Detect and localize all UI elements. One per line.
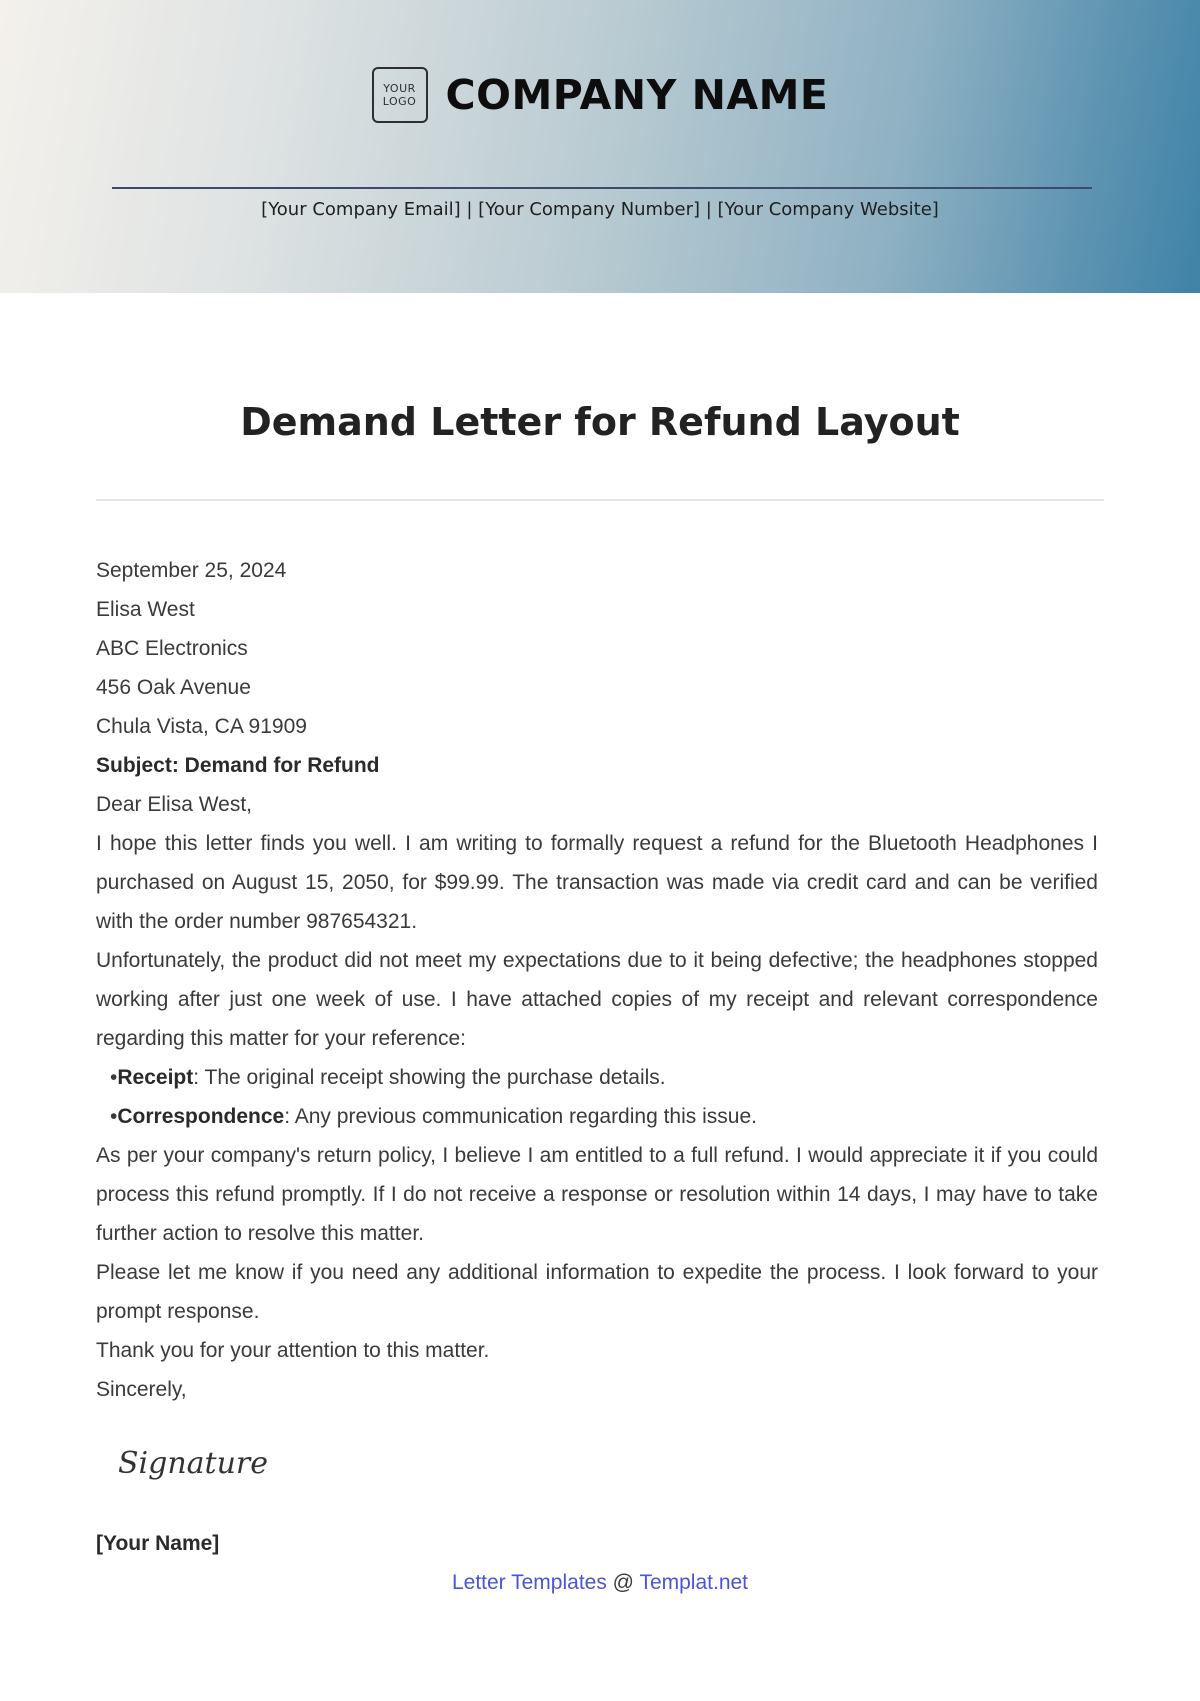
bullet-correspondence-text: : Any previous communication regarding this issue. [284, 1105, 757, 1128]
paragraph-1: I hope this letter finds you well. I am writing to formally request a refund for the Bluetooth Headphones I purchased on August 15, 2050, for $99.99. The transaction was made via credit card and can be verified with the order number 987654321. [96, 832, 1098, 933]
bullet-correspondence-label: Correspondence [117, 1105, 285, 1128]
paragraph-5: Thank you for your attention to this matter. [96, 1339, 490, 1362]
paragraph-3: As per your company's return policy, I believe I am entitled to a full refund. I would appreciate it if you could process this refund promptly. If I do not receive a response or resolution within 14 days, I may have to take further action to resolve this matter. [96, 1144, 1098, 1245]
letter-subject: Subject: Demand for Refund [96, 754, 380, 777]
header-banner [0, 0, 1200, 293]
sender-name: [Your Name] [96, 1532, 220, 1555]
brand [0, 67, 1200, 123]
logo-line2: LOGO [382, 95, 417, 108]
signature: Signature [118, 1446, 269, 1481]
recipient-name: Elisa West [96, 598, 195, 621]
closing: Sincerely, [96, 1378, 187, 1401]
footer-link-letter-templates[interactable]: Letter Templates [451, 1571, 607, 1594]
company-logo [372, 67, 428, 123]
footer-link-templat[interactable]: Templat.net [639, 1571, 749, 1594]
document-title: Demand Letter for Refund Layout [240, 400, 960, 444]
company-name: COMPANY NAME [445, 71, 829, 119]
salutation: Dear Elisa West, [96, 793, 252, 816]
recipient-company: ABC Electronics [96, 637, 248, 660]
footer-credit [0, 1571, 1200, 1595]
address-line2: Chula Vista, CA 91909 [96, 715, 307, 738]
paragraph-4: Please let me know if you need any additional information to expedite the process. I look forward to your prompt response. [96, 1261, 1098, 1323]
company-contacts: [Your Company Email] | [Your Company Number] | [Your Company Website] [261, 199, 939, 220]
bullet-receipt-label: Receipt [117, 1066, 194, 1089]
letter-date: September 25, 2024 [96, 559, 287, 582]
paragraph-2: Unfortunately, the product did not meet my expectations due to it being defective; the headphones stopped working after just one week of use. I have attached copies of my receipt and relevant correspondence regarding this matter for your reference: [96, 949, 1098, 1050]
bullet-receipt-text: : The original receipt showing the purchase details. [193, 1066, 666, 1089]
footer-separator: @ [606, 1571, 640, 1594]
address-line1: 456 Oak Avenue [96, 676, 251, 699]
title-divider [96, 499, 1104, 501]
logo-line1: YOUR [383, 82, 416, 95]
bullet-correspondence: •Correspondence: Any previous communication regarding this issue. [110, 1105, 757, 1128]
bullet-receipt: •Receipt: The original receipt showing the purchase details. [110, 1066, 666, 1089]
header-divider [112, 187, 1092, 189]
letter-body [96, 551, 1098, 1409]
